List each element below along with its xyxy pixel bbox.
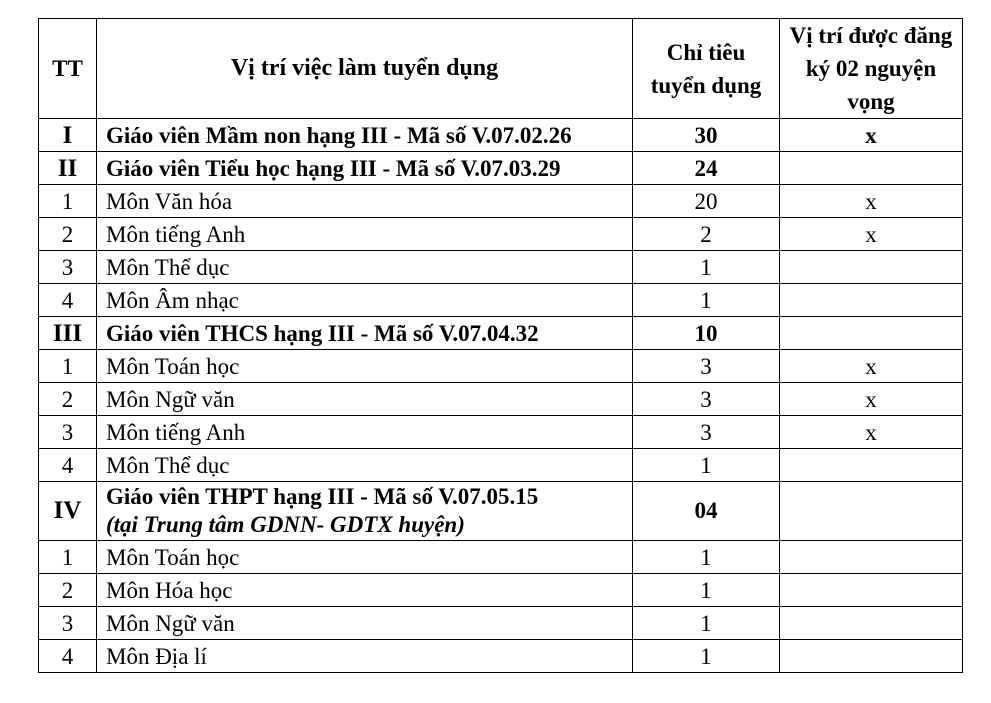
group-mark [780, 152, 963, 185]
row-name: Môn Hóa học [97, 574, 633, 607]
group-quota: 10 [633, 317, 780, 350]
row-quota: 1 [633, 284, 780, 317]
group-tt: IV [39, 482, 97, 541]
table-row [39, 416, 963, 449]
group-note: (tại Trung tâm GDNN- GDTX huyện) [106, 512, 465, 537]
row-tt: 2 [39, 574, 97, 607]
header-row [39, 19, 963, 119]
header-position: Vị trí việc làm tuyển dụng [97, 19, 633, 119]
row-quota: 1 [633, 574, 780, 607]
table-body [39, 119, 963, 673]
row-mark: x [780, 218, 963, 251]
row-quota: 3 [633, 383, 780, 416]
row-tt: 4 [39, 284, 97, 317]
row-name: Môn tiếng Anh [97, 416, 633, 449]
group-name [97, 152, 633, 185]
group-quota: 04 [633, 482, 780, 541]
group-row [39, 317, 963, 350]
row-mark: x [780, 185, 963, 218]
group-mark [780, 317, 963, 350]
row-tt: 4 [39, 640, 97, 673]
group-row [39, 152, 963, 185]
recruitment-table [38, 18, 963, 673]
row-quota: 1 [633, 541, 780, 574]
row-quota: 1 [633, 607, 780, 640]
row-mark: x [780, 350, 963, 383]
row-name: Môn tiếng Anh [97, 218, 633, 251]
table-row [39, 284, 963, 317]
row-mark: x [780, 383, 963, 416]
group-name-text: Giáo viên THCS hạng III - Mã số V.07.04.32 [106, 320, 539, 346]
group-row [39, 482, 963, 541]
row-mark [780, 284, 963, 317]
group-tt: II [39, 152, 97, 185]
group-name [97, 317, 633, 350]
group-name-text: Giáo viên Tiểu học hạng III - Mã số V.07.03.29 [106, 155, 561, 181]
row-name: Môn Thể dục [97, 449, 633, 482]
row-tt: 4 [39, 449, 97, 482]
row-quota: 3 [633, 350, 780, 383]
group-mark: x [780, 119, 963, 152]
table-row [39, 574, 963, 607]
group-mark [780, 482, 963, 541]
row-tt: 2 [39, 383, 97, 416]
row-name: Môn Thể dục [97, 251, 633, 284]
row-tt: 1 [39, 541, 97, 574]
row-quota: 1 [633, 251, 780, 284]
row-name: Môn Địa lí [97, 640, 633, 673]
header-quota: Chỉ tiêu tuyển dụng [633, 19, 780, 119]
row-quota: 3 [633, 416, 780, 449]
row-tt: 3 [39, 251, 97, 284]
group-name [97, 482, 633, 541]
group-tt: I [39, 119, 97, 152]
header-tt: TT [39, 19, 97, 119]
row-name: Môn Toán học [97, 541, 633, 574]
table-row [39, 350, 963, 383]
row-tt: 3 [39, 607, 97, 640]
group-name-text: Giáo viên THPT hạng III - Mã số V.07.05.15 [106, 484, 539, 509]
table-row [39, 185, 963, 218]
group-name-text: Giáo viên Mầm non hạng III - Mã số V.07.02.26 [106, 122, 572, 148]
row-mark [780, 640, 963, 673]
row-mark [780, 541, 963, 574]
group-name [97, 119, 633, 152]
row-tt: 1 [39, 350, 97, 383]
row-tt: 2 [39, 218, 97, 251]
row-quota: 1 [633, 449, 780, 482]
group-quota: 30 [633, 119, 780, 152]
row-name: Môn Văn hóa [97, 185, 633, 218]
table-row [39, 640, 963, 673]
row-name: Môn Ngữ văn [97, 607, 633, 640]
row-tt: 1 [39, 185, 97, 218]
group-row [39, 119, 963, 152]
group-quota: 24 [633, 152, 780, 185]
group-tt: III [39, 317, 97, 350]
table-row [39, 251, 963, 284]
row-name: Môn Âm nhạc [97, 284, 633, 317]
row-mark [780, 449, 963, 482]
row-mark [780, 251, 963, 284]
table-row [39, 218, 963, 251]
table-row [39, 607, 963, 640]
row-mark: x [780, 416, 963, 449]
row-quota: 2 [633, 218, 780, 251]
row-tt: 3 [39, 416, 97, 449]
row-name: Môn Toán học [97, 350, 633, 383]
row-name: Môn Ngữ văn [97, 383, 633, 416]
row-quota: 1 [633, 640, 780, 673]
table-row [39, 541, 963, 574]
table-row [39, 383, 963, 416]
row-quota: 20 [633, 185, 780, 218]
header-two-wishes: Vị trí được đăng ký 02 nguyện vọng [780, 19, 963, 119]
row-mark [780, 607, 963, 640]
row-mark [780, 574, 963, 607]
table-row [39, 449, 963, 482]
